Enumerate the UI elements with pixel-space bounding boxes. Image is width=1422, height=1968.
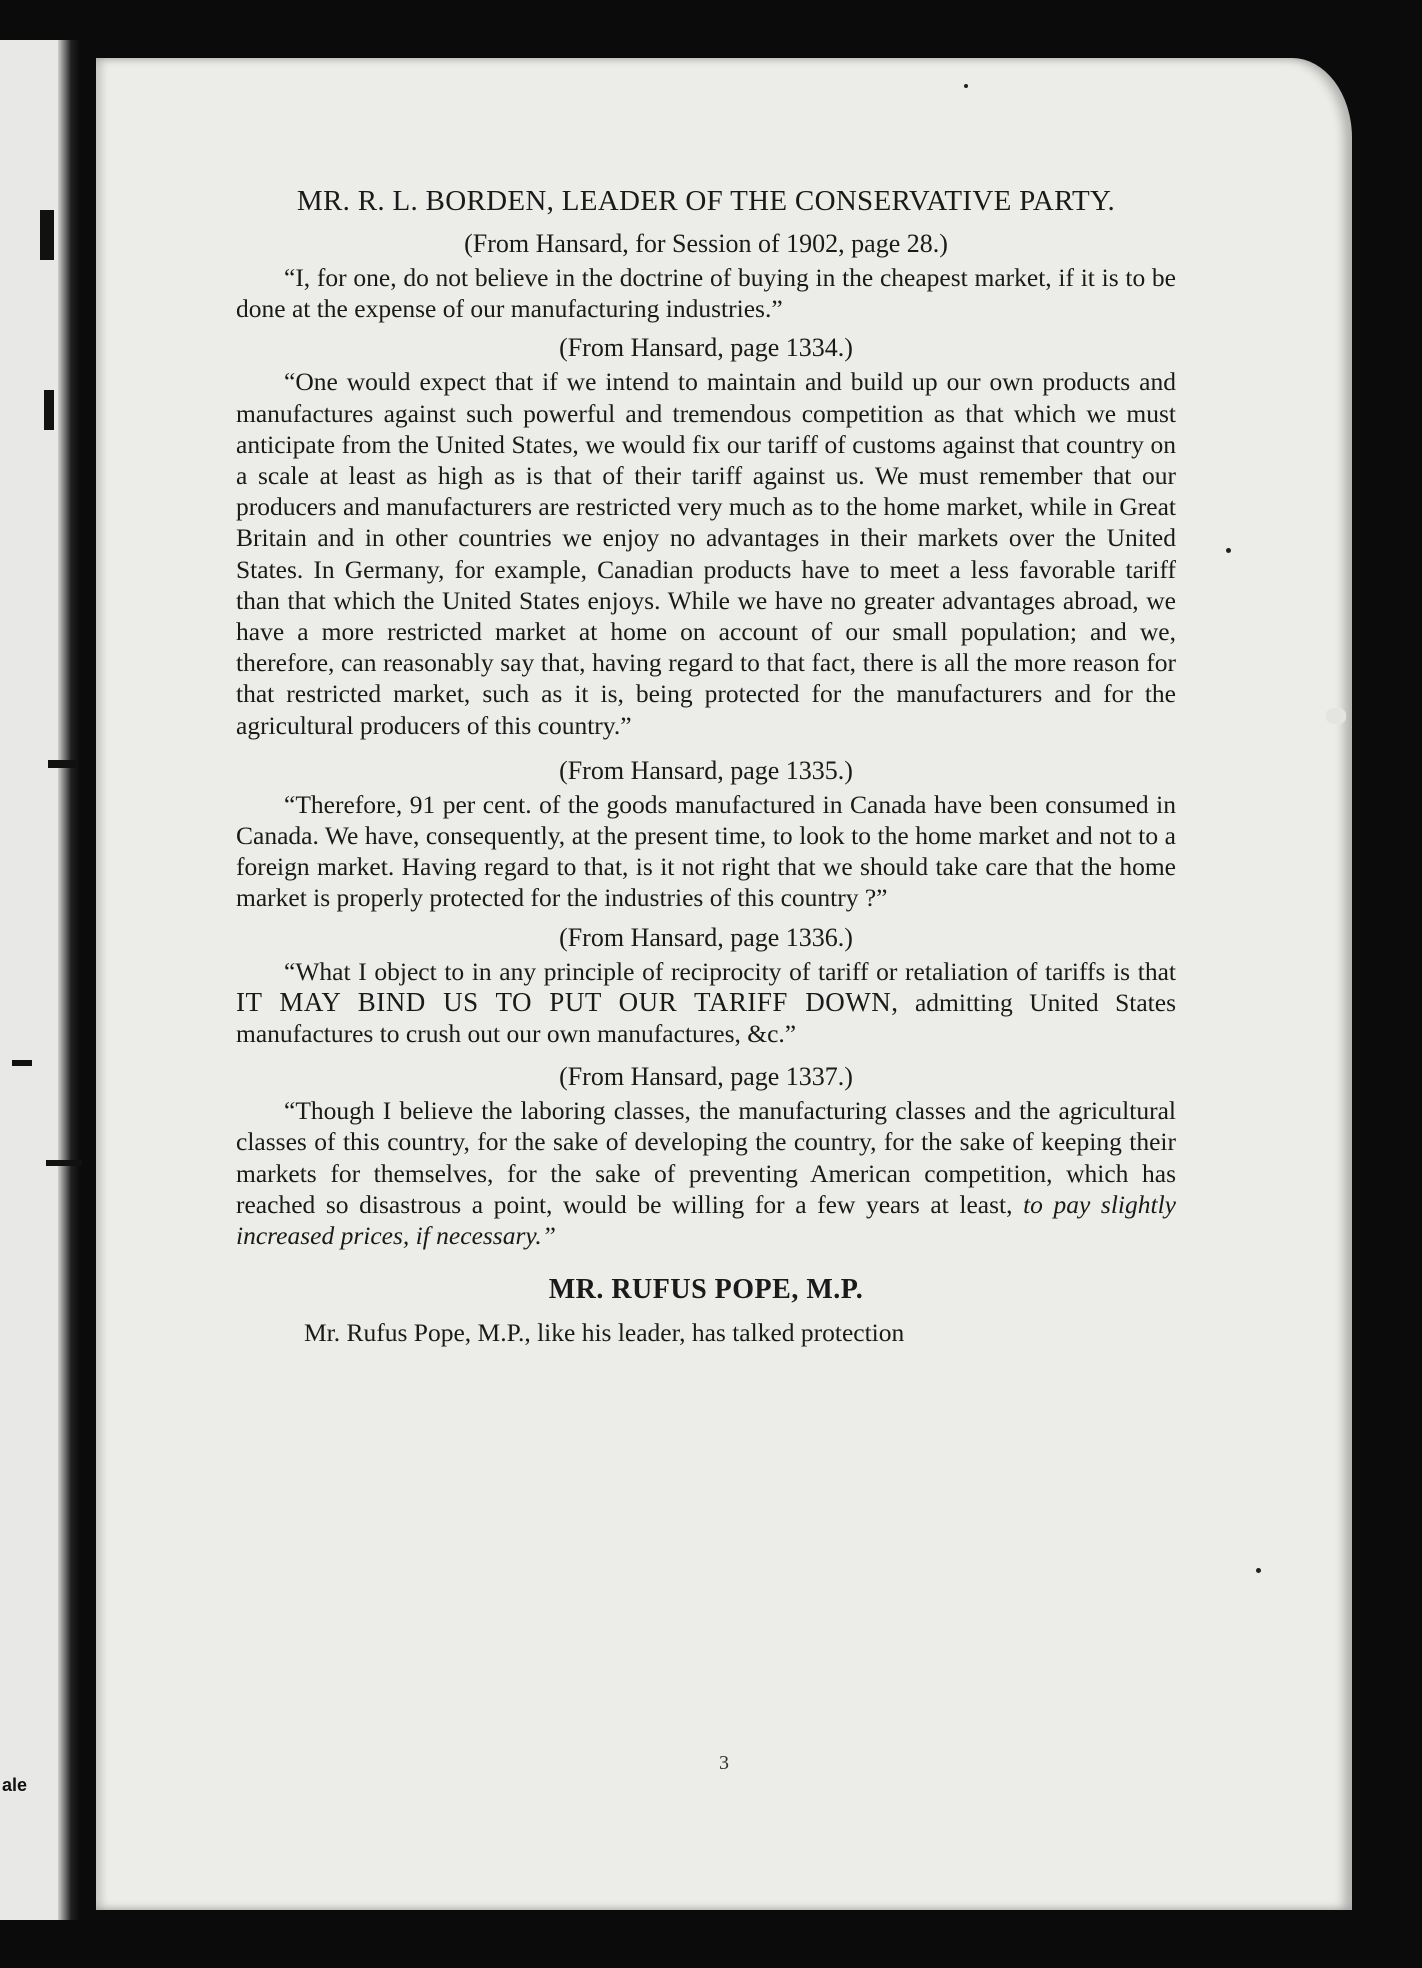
quotation-text: “Though I believe the laboring classes, the manufacturing classes and the agricultural classes of this country, for the sake of developing the country, for the sake of keeping their markets for themselves, for the sake of preventing American competition, which has reached so disastrous a point, would be willing for a few years at least, [236,1096,1176,1219]
speck [1226,548,1231,553]
ink-mark [40,210,54,260]
speck [1256,1568,1261,1573]
paper-blot [1326,708,1346,724]
citation: (From Hansard, page 1337.) [559,1062,853,1092]
quotation: “One would expect that if we intend to maintain and build up our own products and manufactures against such powerful and tremendous competition as that which we must anticipate from the United States, we would fix our tariff of customs against that country on a scale at least as high as is that of their tariff against us. We must remember that our producers and manufacturers are restricted very much as to the home market, while in Great Britain and in other countries we enjoy no advantages in their markets over the United States. In Germany, for example, Canadian products have to meet a less favorable tariff than that which the United States enjoys. While we have no greater advantages abroad, we have a more restricted market at home on account of our small population; and we, therefore, can reasonably say that, having regard to that fact, there is all the more reason for that restricted market, such as it is, being protected for the manufacturers and for the agricultural producers of this country.” [236,367,1176,740]
closing-line: Mr. Rufus Pope, M.P., like his leader, has talked protection [304,1318,905,1348]
citation: (From Hansard, page 1334.) [559,333,853,363]
ink-mark [12,1060,32,1066]
quotation-text: admitting United States manufactures to crush out our own manufactures, &c.” [236,987,1176,1049]
document-page [96,58,1352,1910]
emphasized-italic-text: to pay slightly increased prices, if necessary.” [236,1189,1176,1251]
page-number: 3 [719,1752,729,1774]
quotation-text: “What I object to in any principle of reciprocity of tariff or retaliation of tariffs is that [284,956,1176,986]
citation: (From Hansard, for Session of 1902, page 28.) [464,229,948,258]
quotation [236,1095,1176,1251]
citation: (From Hansard, page 1336.) [559,922,853,952]
citation: (From Hansard, page 1335.) [559,755,853,785]
margin-text-fragment: ale [2,1775,28,1795]
section-heading: MR. R. L. BORDEN, LEADER OF THE CONSERVATIVE PARTY. [296,185,1116,217]
subheading: MR. RUFUS POPE, M.P. [548,1274,864,1306]
quotation: “Therefore, 91 per cent. of the goods manufactured in Canada have been consumed in Canada. We have, consequently, at the present time, to look to the home market and not to a foreign market. Having regard to that, is it not right that we should take care that the home market is properly protected for the industries of this country ?” [236,789,1176,913]
emphasized-caps-text: IT MAY BIND US TO PUT OUR TARIFF DOWN, [236,986,899,1017]
document-body [236,184,1176,1348]
quotation [236,956,1176,1050]
facing-page-edge [0,40,80,1920]
ink-mark [44,390,54,430]
ink-mark [48,760,78,768]
binding-shadow [58,40,80,1920]
speck [964,84,968,88]
quotation: “I, for one, do not believe in the doctrine of buying in the cheapest market, if it is to be done at the expense of our manufacturing industries.” [236,263,1176,324]
ink-mark [46,1160,82,1166]
